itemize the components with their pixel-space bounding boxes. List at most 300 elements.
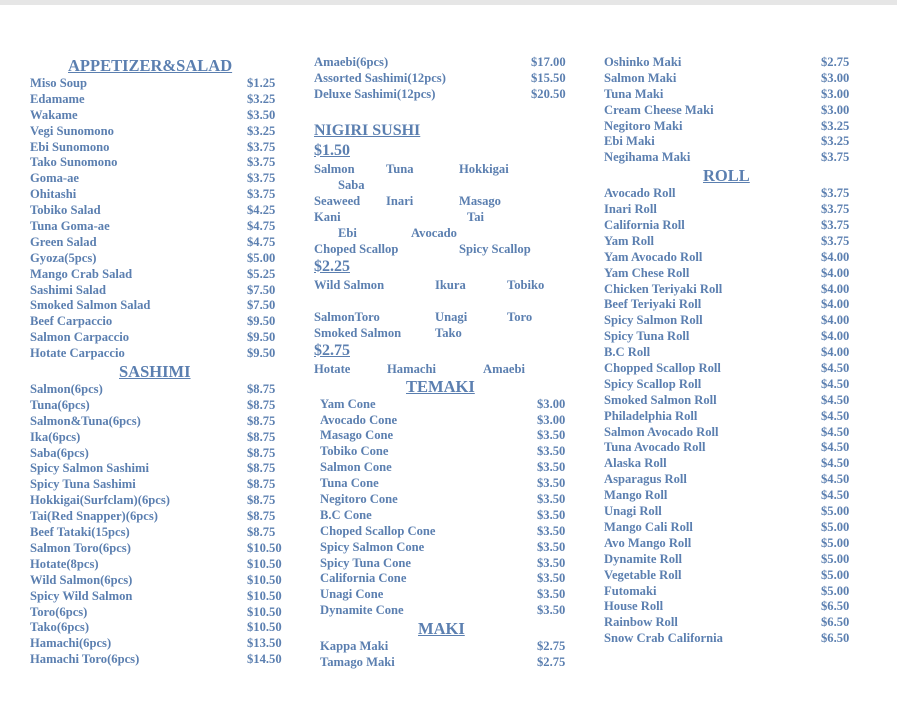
- menu-item: [320, 524, 574, 540]
- menu-item: [604, 584, 859, 600]
- roll-item-name: Chopped Scallop Roll: [604, 361, 721, 376]
- sashimi-item-name: Saba(6pcs): [30, 445, 89, 460]
- menu-item: [30, 330, 285, 346]
- sashimi-item-price: $14.50: [247, 652, 282, 667]
- temaki-list: [320, 397, 574, 619]
- temaki-item-price: $3.50: [537, 539, 566, 554]
- roll-item-price: $4.00: [821, 297, 850, 312]
- appetizer-item-name: Tako Sunomono: [30, 155, 118, 170]
- sashimi-item-name: Toro(6pcs): [30, 604, 88, 619]
- temaki-item-name: Avocado Cone: [320, 412, 398, 427]
- roll-item-name: Spicy Tuna Roll: [604, 329, 690, 344]
- menu-item: [30, 446, 285, 462]
- maki-item-name: Negihama Maki: [604, 150, 691, 165]
- nigiri-item: Tai: [467, 209, 485, 224]
- temaki-item-name: Unagi Cone: [320, 587, 384, 602]
- temaki-item-price: $3.00: [537, 412, 566, 427]
- maki-item-price: $3.00: [821, 70, 850, 85]
- roll-item-name: Chicken Teriyaki Roll: [604, 281, 723, 296]
- temaki-item-name: Salmon Cone: [320, 460, 392, 475]
- menu-item: [30, 636, 285, 652]
- maki-item-price: $2.75: [821, 55, 850, 69]
- menu-item: [604, 615, 859, 631]
- sashimi-item-name: Ika(6pcs): [30, 429, 81, 444]
- appetizer-item-name: Beef Carpaccio: [30, 314, 113, 329]
- temaki-item-name: Tuna Cone: [320, 476, 379, 491]
- appetizer-item-name: Hotate Carpaccio: [30, 346, 125, 361]
- nigiri-row: [314, 225, 574, 241]
- temaki-item-price: $3.50: [537, 444, 566, 459]
- roll-item-name: Vegetable Roll: [604, 567, 682, 582]
- menu-item: [30, 525, 285, 541]
- menu-item: [30, 140, 285, 156]
- roll-item-price: $4.50: [821, 424, 850, 439]
- menu-item: [30, 171, 285, 187]
- roll-item-name: Rainbow Roll: [604, 615, 678, 630]
- menu-item: [30, 203, 285, 219]
- nigiri-item: Ikura: [435, 277, 466, 292]
- roll-item-name: Avo Mango Roll: [604, 535, 692, 550]
- roll-item-price: $4.50: [821, 472, 850, 487]
- sashimi-item-name: Salmon(6pcs): [30, 382, 103, 397]
- roll-item-name: Yam Roll: [604, 233, 655, 248]
- roll-item-price: $6.50: [821, 599, 850, 614]
- menu-item: [604, 631, 859, 647]
- menu-item: [604, 234, 859, 250]
- appetizer-item-name: Smoked Salmon Salad: [30, 298, 151, 313]
- appetizer-item-name: Tobiko Salad: [30, 203, 101, 218]
- menu-item: [604, 218, 859, 234]
- menu-item: [30, 155, 285, 171]
- sashimi-item-price: $8.75: [247, 477, 276, 492]
- appetizer-item-name: Gyoza(5pcs): [30, 250, 97, 265]
- appetizer-item-price: $3.75: [247, 187, 276, 202]
- menu-item: [604, 377, 859, 393]
- nigiri-row: [314, 193, 574, 209]
- temaki-item-name: Choped Scallop Cone: [320, 523, 436, 538]
- nigiri-item: Smoked Salmon: [314, 325, 402, 340]
- nigiri-row: [314, 325, 574, 341]
- nigiri-item: Saba: [338, 177, 365, 192]
- sashimi-item-price: $8.75: [247, 525, 276, 540]
- menu-item: [604, 71, 859, 87]
- menu-item: [30, 589, 285, 605]
- menu-item: [320, 428, 574, 444]
- nigiri-item: SalmonToro: [314, 309, 380, 324]
- nigiri-heading: NIGIRI SUSHI: [314, 121, 421, 139]
- menu-item: [30, 541, 285, 557]
- sashimi-item-name: Hamachi(6pcs): [30, 636, 112, 651]
- roll-item-name: Beef Teriyaki Roll: [604, 297, 702, 312]
- roll-item-price: $4.00: [821, 345, 850, 360]
- menu-item: [30, 283, 285, 299]
- nigiri-item: Salmon: [314, 161, 355, 176]
- roll-item-name: Alaska Roll: [604, 456, 667, 471]
- roll-list: [604, 186, 859, 647]
- appetizer-item-price: $4.75: [247, 234, 276, 249]
- menu-item: [30, 605, 285, 621]
- appetizer-item-name: Tuna Goma-ae: [30, 219, 110, 234]
- roll-item-price: $4.00: [821, 329, 850, 344]
- menu-item: [604, 520, 859, 536]
- menu-item: [314, 87, 574, 103]
- menu-item: [604, 266, 859, 282]
- maki-item-name: Tamago Maki: [320, 655, 395, 670]
- sashimi-item-name: Assorted Sashimi(12pcs): [314, 70, 446, 85]
- roll-item-name: Dynamite Roll: [604, 551, 683, 566]
- sashimi-item-price: $8.75: [247, 445, 276, 460]
- sashimi-item-price: $8.75: [247, 509, 276, 524]
- menu-item: [604, 250, 859, 266]
- maki-list: [320, 639, 574, 671]
- nigiri-item: Amaebi: [483, 361, 525, 376]
- roll-item-price: $3.75: [821, 202, 850, 217]
- appetizer-item-name: Salmon Carpaccio: [30, 330, 129, 345]
- sashimi-item-price: $20.50: [531, 86, 566, 101]
- roll-item-price: $4.50: [821, 488, 850, 503]
- sashimi-item-name: Beef Tataki(15pcs): [30, 525, 130, 540]
- menu-item: [30, 76, 285, 92]
- nigiri-item: Spicy Scallop: [459, 241, 531, 256]
- maki-item-price: $3.00: [821, 86, 850, 101]
- sashimi-item-price: $10.50: [247, 540, 282, 555]
- menu-item: [604, 313, 859, 329]
- roll-item-price: $5.00: [821, 535, 850, 550]
- appetizer-item-price: $3.75: [247, 171, 276, 186]
- roll-item-price: $5.00: [821, 504, 850, 519]
- maki-item-name: Cream Cheese Maki: [604, 102, 714, 117]
- maki-item-name: Oshinko Maki: [604, 55, 682, 69]
- maki-item-name: Ebi Maki: [604, 134, 655, 149]
- temaki-item-name: Negitoro Cone: [320, 492, 398, 507]
- sashimi-item-price: $8.75: [247, 493, 276, 508]
- sashimi-item-price: $8.75: [247, 413, 276, 428]
- appetizer-list: [30, 76, 285, 362]
- nigiri-item: Wild Salmon: [314, 277, 385, 292]
- nigiri-item: Hokkigai: [459, 161, 509, 176]
- sashimi-item-name: Salmon Toro(6pcs): [30, 540, 131, 555]
- maki-item-price: $3.25: [821, 134, 850, 149]
- sashimi-item-name: Hokkigai(Surfclam)(6pcs): [30, 493, 170, 508]
- appetizer-item-price: $3.75: [247, 139, 276, 154]
- roll-item-price: $4.50: [821, 361, 850, 376]
- menu-item: [604, 472, 859, 488]
- nigiri-row: [314, 177, 574, 193]
- maki-item-price: $3.00: [821, 102, 850, 117]
- menu-item: [604, 297, 859, 313]
- roll-item-name: California Roll: [604, 218, 685, 233]
- temaki-item-price: $3.50: [537, 587, 566, 602]
- nigiri-item: Hamachi: [387, 361, 436, 376]
- roll-item-name: Snow Crab California: [604, 631, 723, 646]
- maki-heading: MAKI: [418, 619, 465, 639]
- menu-item: [320, 397, 574, 413]
- menu-item: [314, 55, 574, 71]
- temaki-heading: TEMAKI: [406, 376, 475, 396]
- sashimi-item-name: Hotate(8pcs): [30, 556, 99, 571]
- nigiri-row: [314, 277, 574, 293]
- roll-item-price: $3.75: [821, 186, 850, 201]
- roll-item-name: Inari Roll: [604, 202, 657, 217]
- sashimi-item-price: $8.75: [247, 461, 276, 476]
- menu-item: [604, 329, 859, 345]
- temaki-item-name: California Cone: [320, 571, 407, 586]
- menu-item: [604, 134, 859, 150]
- maki-item-price: $2.75: [537, 655, 566, 670]
- appetizer-item-price: $7.50: [247, 282, 276, 297]
- roll-item-name: Yam Chese Roll: [604, 265, 690, 280]
- appetizer-item-price: $4.25: [247, 203, 276, 218]
- appetizer-item-name: Mango Crab Salad: [30, 266, 133, 281]
- temaki-item-price: $3.50: [537, 460, 566, 475]
- sashimi-item-price: $10.50: [247, 588, 282, 603]
- menu-item: [30, 108, 285, 124]
- nigiri-item: Avocado: [411, 225, 457, 240]
- menu-item: [604, 425, 859, 441]
- menu-item: [320, 476, 574, 492]
- roll-item-price: $4.50: [821, 392, 850, 407]
- menu-item: [604, 150, 859, 166]
- menu-item: [30, 124, 285, 140]
- nigiri-row: [314, 161, 574, 177]
- appetizer-item-name: Edamame: [30, 91, 85, 106]
- sashimi-item-price: $10.50: [247, 604, 282, 619]
- nigiri-price-tier-1: $1.50: [314, 141, 350, 159]
- menu-item: [604, 552, 859, 568]
- roll-item-price: $5.00: [821, 519, 850, 534]
- menu-item: [30, 573, 285, 589]
- menu-item: [30, 414, 285, 430]
- menu-column-2: [314, 55, 574, 671]
- roll-item-name: Yam Avocado Roll: [604, 249, 703, 264]
- temaki-item-name: Masago Cone: [320, 428, 394, 443]
- appetizer-item-price: $3.25: [247, 123, 276, 138]
- menu-item: [320, 556, 574, 572]
- menu-item: [30, 267, 285, 283]
- roll-item-price: $4.50: [821, 376, 850, 391]
- temaki-item-price: $3.50: [537, 523, 566, 538]
- menu-item: [604, 568, 859, 584]
- nigiri-item: Hotate: [314, 361, 351, 376]
- menu-item: [320, 540, 574, 556]
- sashimi-item-name: Wild Salmon(6pcs): [30, 572, 133, 587]
- sashimi-item-name: Tuna(6pcs): [30, 397, 90, 412]
- sashimi-item-name: Hamachi Toro(6pcs): [30, 652, 140, 667]
- nigiri-item: Inari: [386, 193, 414, 208]
- roll-item-name: Mango Cali Roll: [604, 519, 693, 534]
- menu-item: [604, 87, 859, 103]
- appetizer-item-name: Ohitashi: [30, 187, 77, 202]
- sashimi-item-price: $17.00: [531, 55, 566, 69]
- roll-item-name: Smoked Salmon Roll: [604, 392, 717, 407]
- menu-item: [320, 413, 574, 429]
- appetizer-heading: APPETIZER&SALAD: [68, 56, 233, 75]
- menu-item: [30, 382, 285, 398]
- roll-item-name: B.C Roll: [604, 345, 651, 360]
- sashimi-item-name: Spicy Salmon Sashimi: [30, 461, 149, 476]
- roll-item-price: $5.00: [821, 567, 850, 582]
- menu-item: [604, 361, 859, 377]
- appetizer-item-name: Ebi Sunomono: [30, 139, 110, 154]
- sashimi-item-name: Tai(Red Snapper)(6pcs): [30, 509, 158, 524]
- menu-item: [320, 639, 574, 655]
- nigiri-price-tier-2: $2.25: [314, 257, 350, 275]
- menu-item: [30, 398, 285, 414]
- appetizer-item-price: $3.50: [247, 107, 276, 122]
- appetizer-item-name: Wakame: [30, 107, 78, 122]
- top-border: [0, 0, 897, 5]
- roll-item-name: House Roll: [604, 599, 664, 614]
- appetizer-item-name: Sashimi Salad: [30, 282, 106, 297]
- nigiri-item: Masago: [459, 193, 501, 208]
- temaki-item-price: $3.50: [537, 507, 566, 522]
- nigiri-row: [314, 361, 574, 377]
- temaki-item-name: Yam Cone: [320, 396, 376, 411]
- temaki-item-price: $3.50: [537, 571, 566, 586]
- nigiri-item: Seaweed: [314, 193, 361, 208]
- sashimi-item-name: Spicy Tuna Sashimi: [30, 477, 136, 492]
- roll-item-name: Tuna Avocado Roll: [604, 440, 706, 455]
- menu-item: [30, 235, 285, 251]
- roll-item-price: $5.00: [821, 583, 850, 598]
- roll-item-name: Salmon Avocado Roll: [604, 424, 719, 439]
- menu-item: [604, 186, 859, 202]
- sashimi-heading: SASHIMI: [119, 362, 191, 382]
- temaki-item-price: $3.50: [537, 555, 566, 570]
- roll-item-price: $3.75: [821, 218, 850, 233]
- sashimi-item-price: $8.75: [247, 397, 276, 412]
- menu-item: [604, 103, 859, 119]
- maki-item-name: Salmon Maki: [604, 70, 677, 85]
- appetizer-item-price: $7.50: [247, 298, 276, 313]
- nigiri-price-tier-3: $2.75: [314, 341, 350, 359]
- sashimi-item-price: $10.50: [247, 572, 282, 587]
- menu-item: [30, 461, 285, 477]
- sashimi-item-price: $10.50: [247, 620, 282, 635]
- appetizer-item-name: Goma-ae: [30, 171, 79, 186]
- sashimi-item-price: $13.50: [247, 636, 282, 651]
- maki-item-price: $2.75: [537, 639, 566, 654]
- sashimi-item-name: Spicy Wild Salmon: [30, 588, 133, 603]
- menu-item: [30, 652, 285, 668]
- nigiri-item: Choped Scallop: [314, 241, 399, 256]
- appetizer-item-price: $5.00: [247, 250, 276, 265]
- temaki-item-name: Tobiko Cone: [320, 444, 389, 459]
- maki-item-price: $3.75: [821, 150, 850, 165]
- sashimi-item-price: $8.75: [247, 382, 276, 397]
- menu-item: [604, 456, 859, 472]
- nigiri-row: [314, 209, 574, 225]
- appetizer-item-name: Miso Soup: [30, 76, 88, 90]
- temaki-item-name: B.C Cone: [320, 507, 372, 522]
- sashimi-more-list: [314, 55, 574, 103]
- appetizer-item-price: $9.50: [247, 314, 276, 329]
- appetizer-item-name: Green Salad: [30, 234, 97, 249]
- sashimi-item-name: Salmon&Tuna(6pcs): [30, 413, 141, 428]
- roll-item-name: Spicy Salmon Roll: [604, 313, 703, 328]
- nigiri-item: Tuna: [386, 161, 414, 176]
- nigiri-row: [314, 309, 574, 325]
- roll-item-name: Asparagus Roll: [604, 472, 687, 487]
- nigiri-item: Kani: [314, 209, 341, 224]
- menu-item: [320, 492, 574, 508]
- menu-item: [604, 599, 859, 615]
- sashimi-item-price: $15.50: [531, 70, 566, 85]
- appetizer-item-price: $1.25: [247, 76, 276, 90]
- temaki-item-name: Spicy Salmon Cone: [320, 539, 425, 554]
- temaki-item-name: Spicy Tuna Cone: [320, 555, 411, 570]
- menu-item: [30, 298, 285, 314]
- roll-item-name: Unagi Roll: [604, 504, 662, 519]
- menu-item: [30, 430, 285, 446]
- menu-item: [604, 393, 859, 409]
- maki-list-continued: [604, 55, 859, 166]
- roll-heading: ROLL: [703, 166, 750, 186]
- roll-item-price: $6.50: [821, 631, 850, 646]
- sashimi-item-name: Amaebi(6pcs): [314, 55, 389, 69]
- menu-item: [30, 346, 285, 362]
- sashimi-item-name: Deluxe Sashimi(12pcs): [314, 86, 436, 101]
- sashimi-list: [30, 382, 285, 668]
- nigiri-row-blank: [314, 293, 574, 309]
- temaki-item-price: $3.00: [537, 396, 566, 411]
- appetizer-item-price: $9.50: [247, 330, 276, 345]
- menu-item: [30, 620, 285, 636]
- roll-item-name: Avocado Roll: [604, 186, 676, 201]
- roll-item-price: $4.50: [821, 440, 850, 455]
- roll-item-name: Futomaki: [604, 583, 657, 598]
- menu-item: [604, 282, 859, 298]
- sashimi-item-name: Tako(6pcs): [30, 620, 90, 635]
- menu-item: [320, 571, 574, 587]
- maki-item-name: Kappa Maki: [320, 639, 389, 654]
- menu-item: [320, 444, 574, 460]
- roll-item-price: $5.00: [821, 551, 850, 566]
- appetizer-item-price: $4.75: [247, 219, 276, 234]
- roll-item-name: Spicy Scallop Roll: [604, 376, 702, 391]
- menu-column-3: [604, 55, 859, 647]
- nigiri-item: Tako: [435, 325, 462, 340]
- roll-item-name: Mango Roll: [604, 488, 668, 503]
- menu-item: [604, 55, 859, 71]
- roll-item-price: $4.50: [821, 408, 850, 423]
- appetizer-item-name: Vegi Sunomono: [30, 123, 114, 138]
- sashimi-item-price: $8.75: [247, 429, 276, 444]
- nigiri-row: [314, 241, 574, 257]
- menu-item: [30, 314, 285, 330]
- menu-item: [320, 603, 574, 619]
- maki-item-name: Negitoro Maki: [604, 118, 683, 133]
- roll-item-price: $4.00: [821, 249, 850, 264]
- menu-item: [604, 409, 859, 425]
- menu-item: [320, 508, 574, 524]
- roll-item-price: $4.00: [821, 313, 850, 328]
- menu-column-1: [30, 56, 285, 668]
- menu-item: [604, 202, 859, 218]
- menu-item: [320, 587, 574, 603]
- menu-item: [30, 251, 285, 267]
- menu-item: [604, 536, 859, 552]
- menu-item: [30, 557, 285, 573]
- menu-item: [30, 509, 285, 525]
- appetizer-item-price: $3.25: [247, 91, 276, 106]
- appetizer-item-price: $9.50: [247, 346, 276, 361]
- menu-item: [604, 345, 859, 361]
- nigiri-item: Tobiko: [507, 277, 545, 292]
- menu-item: [604, 504, 859, 520]
- temaki-item-price: $3.50: [537, 428, 566, 443]
- roll-item-price: $3.75: [821, 233, 850, 248]
